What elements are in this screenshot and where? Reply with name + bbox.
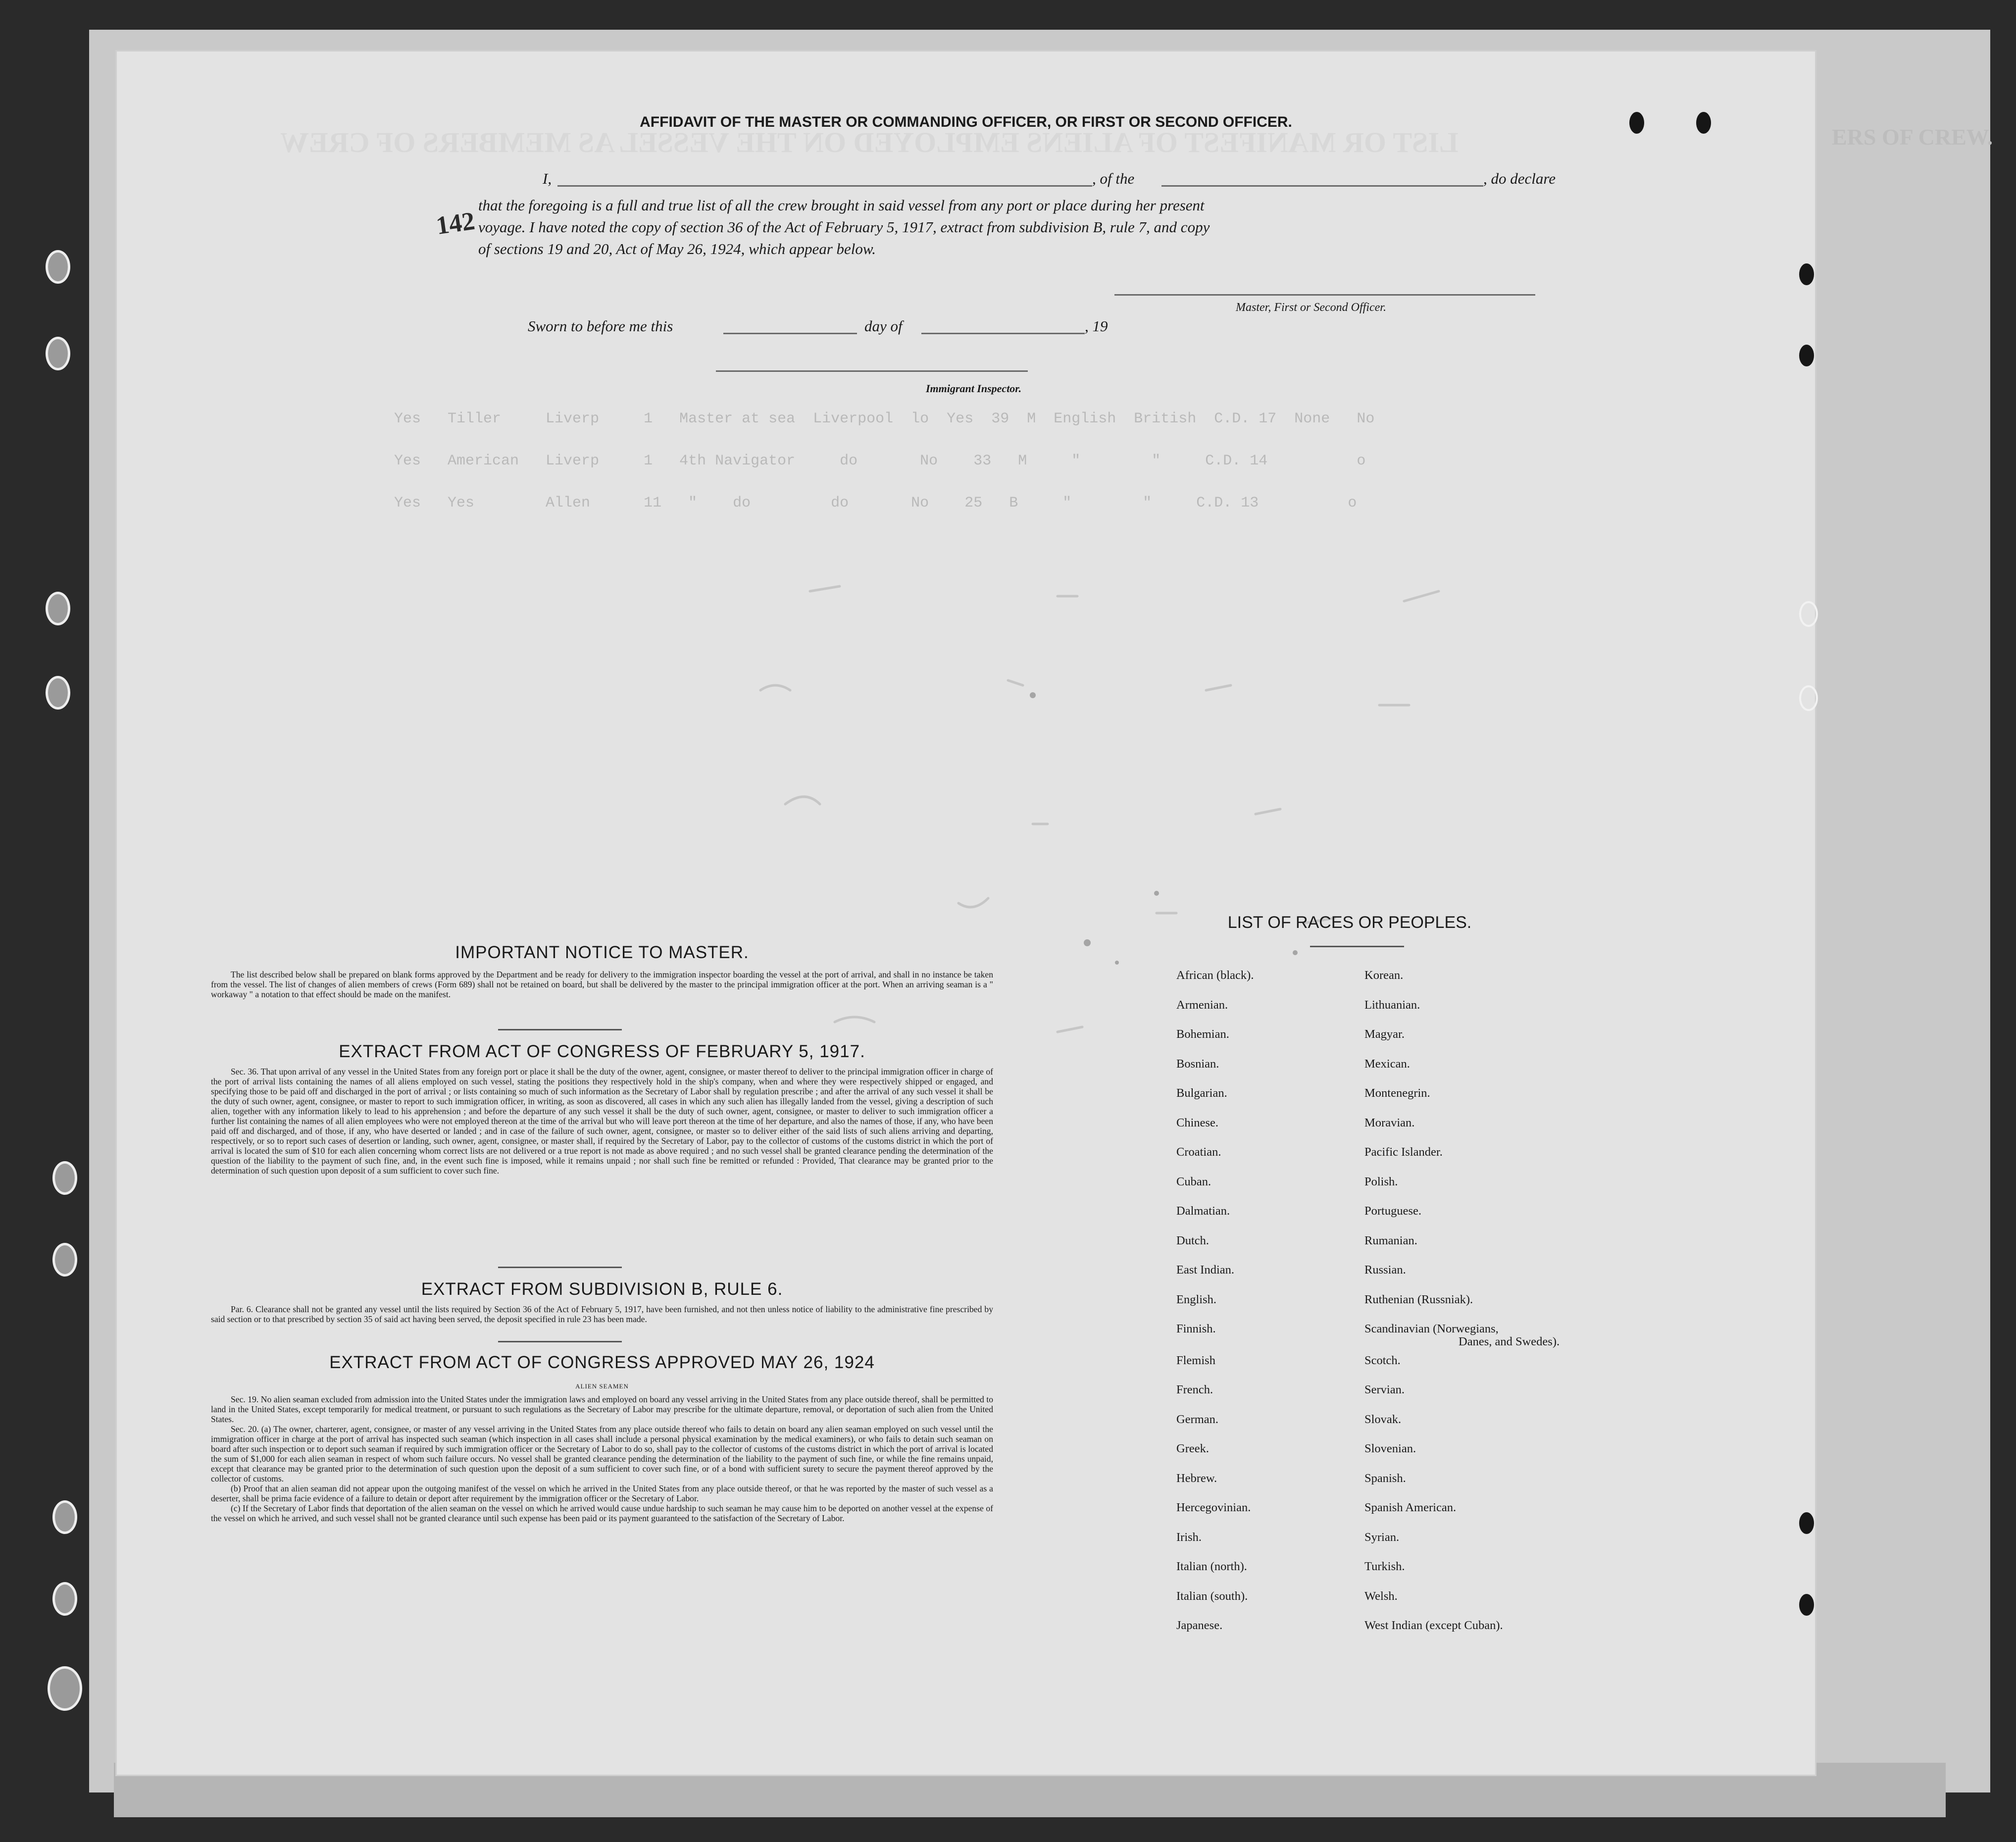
year-label: , 19	[1085, 317, 1108, 335]
races-title: LIST OF RACES OR PEOPLES.	[1227, 913, 1472, 932]
race-item: Pacific Islander.	[1364, 1145, 1443, 1159]
race-item: Irish.	[1176, 1530, 1202, 1544]
race-item: Spanish American.	[1364, 1501, 1457, 1514]
race-item: Polish.	[1364, 1175, 1398, 1188]
races-divider	[1310, 946, 1404, 947]
binder-hole	[52, 1243, 77, 1277]
binder-hole	[46, 676, 70, 710]
race-item: Armenian.	[1176, 998, 1228, 1012]
punch-hole	[1799, 601, 1818, 627]
binder-hole	[46, 337, 70, 370]
extract-1917-body: Sec. 36. That upon arrival of any vessel in the United States from any foreign port or place it shall be the duty of the owner, agent, consignee, or master thereof to deliver to the principal immigration officer in charge of the port of arrival lists containing the names of all aliens employed on such vessel, stating the positions they respectively hold in the ship's company, when and where they were respectively shipped or engaged, and specifying those to be paid off and discharged in the port of arrival ; or lists containing so much of such information as the Secretary of Labor shall by regulation prescribe ; and after the arrival of any such vessel it shall be the duty of such owner, agent, consignee, or master to report to such immigration officer, in writing, as soon as discovered, all cases in which any such alien has illegally landed from the vessel, giving a description of such alien, together with any information likely to lead to his apprehension ; and before the departure of any such vessel it shall be the duty of such owner, agent, consignee, or master to deliver to such immigration officer a further list containing the names of all alien employees who were not employed thereon at the time of the arrival but who will leave port thereon at the time of her departure, and also the names of those, if any, who have been paid off and discharged, and of those, if any, who have deserted or landed ; and in case of the failure of such owner, agent, consignee, or master so to deliver either of the said lists of such aliens arriving and departing, respectively, or so to report such cases of desertion or landing, such owner, agent, consignee, or master shall, if required by the Secretary of Labor, pay to the collector of customs of the customs district in which the port of arrival is located the sum of $10 for each alien concerning whom correct lists are not delivered or a true report is not made as above required ; and no such vessel shall be granted clearance pending the determination of the question of the liability to the payment of such fine, and, in the event such fine is imposed, while it remains unpaid ; nor shall such fine be remitted or refunded : Provided, That clearance may be granted prior to the determination of such question upon deposit of a sum sufficient to cover such fine.	[211, 1067, 993, 1176]
race-item: Cuban.	[1176, 1175, 1211, 1188]
day-of-label: day of	[864, 317, 903, 335]
notice-title: IMPORTANT NOTICE TO MASTER.	[455, 943, 749, 962]
master-signature-line[interactable]	[1114, 294, 1535, 296]
race-item: Bulgarian.	[1176, 1086, 1227, 1100]
declaration-line: voyage. I have noted the copy of section 36 of the Act of February 5, 1917, extract from subdivision B, rule 7, and copy	[478, 218, 1210, 236]
affidavit-heading: AFFIDAVIT OF THE MASTER OR COMMANDING OFFICER, OR FIRST OR SECOND OFFICER.	[640, 114, 1292, 130]
declarant-name-line[interactable]	[557, 185, 1092, 187]
race-item: Croatian.	[1176, 1145, 1221, 1159]
race-item: Hercegovinian.	[1176, 1501, 1251, 1514]
extract-1917-title: EXTRACT FROM ACT OF CONGRESS OF FEBRUARY 5, 1917.	[339, 1042, 865, 1061]
bleed-through-row: Yes American Liverp 1 4th Navigator do No 33 M " " C.D. 14 o	[394, 453, 1366, 469]
bleed-through-row: Yes Yes Allen 11 " do do No 25 B " " C.D. 13 o	[394, 495, 1357, 512]
extract-1924-body	[211, 1394, 993, 1523]
race-item: Italian (north).	[1176, 1560, 1247, 1573]
section-divider	[498, 1267, 622, 1268]
race-item: Portuguese.	[1364, 1204, 1421, 1218]
race-item: Italian (south).	[1176, 1589, 1248, 1603]
sec-20a-paragraph: Sec. 20. (a) The owner, charterer, agent, consignee, or master of any vessel arriving in the United States from any place outside thereof who fails to detain on board any alien seaman employed on such vessel until the immigration officer in charge at the port of arrival has inspected such seaman (which inspection in all cases shall include a personal physical examination by the medical examiners), or who fails to detain such seaman on board after such inspection or to deport such seaman if required by such immigration officer or the Secretary of Labor to do so, shall pay to the collector of customs of the customs district in which the port of arrival is located the sum of $1,000 for each alien seaman in respect of whom such failure occurs. No vessel shall be granted clearance pending the determination of the liability to the payment of such fine, or while the fine remains unpaid, except that clearance may be granted prior to the determination of such question upon the deposit of a sum sufficient to cover such fine, or of a bond with sufficient surety to secure the payment thereof approved by the collector of customs.	[211, 1424, 993, 1484]
race-item: Japanese.	[1176, 1619, 1223, 1632]
binder-hole	[52, 1582, 77, 1616]
inspector-signature-line[interactable]	[716, 370, 1028, 372]
handwritten-number: 142	[434, 206, 477, 241]
race-item: Scandinavian (Norwegians,	[1364, 1322, 1499, 1335]
race-item: Dutch.	[1176, 1233, 1209, 1247]
race-item: Bohemian.	[1176, 1027, 1229, 1041]
race-item: English.	[1176, 1292, 1216, 1306]
race-item: French.	[1176, 1383, 1213, 1396]
rule-6-title: EXTRACT FROM SUBDIVISION B, RULE 6.	[421, 1279, 783, 1299]
race-item: Welsh.	[1364, 1589, 1398, 1603]
race-item: Spanish.	[1364, 1471, 1406, 1485]
bleed-through-header: LIST OR MANIFEST OF ALIENS EMPLOYED ON THE VESSEL AS MEMBERS OF CREW	[280, 126, 1459, 158]
punch-hole	[1799, 345, 1814, 366]
race-item: Rumanian.	[1364, 1233, 1417, 1247]
declaration-line: that the foregoing is a full and true list of all the crew brought in said vessel from any port or place during her present	[478, 197, 1205, 214]
punch-hole	[1799, 685, 1818, 711]
binder-hole	[46, 592, 70, 625]
race-item: German.	[1176, 1412, 1219, 1426]
rule-6-body: Par. 6. Clearance shall not be granted any vessel until the lists required by Section 36 of the Act of February 5, 1917, have been furnished, and not then unless notice of liability to the administrative fine prescribed by said section or to that prescribed by section 35 of said act having been served, the deposit specified in rule 23 has been made.	[211, 1304, 993, 1324]
vessel-name-line[interactable]	[1161, 185, 1483, 187]
race-item: Finnish.	[1176, 1322, 1216, 1335]
race-item: Korean.	[1364, 969, 1404, 982]
race-item: Flemish	[1176, 1353, 1215, 1367]
punch-hole	[1799, 263, 1814, 285]
section-divider	[498, 1341, 622, 1342]
race-item: African (black).	[1176, 969, 1254, 982]
race-item: West Indian (except Cuban).	[1364, 1619, 1503, 1632]
race-item: East Indian.	[1176, 1263, 1235, 1277]
back-sheet-fragment: ERS OF CREW.	[1832, 124, 1993, 150]
sec-20c-paragraph: (c) If the Secretary of Labor finds that deportation of the alien seaman on the vessel on which he arrived would cause undue hardship to such seaman he may cause him to be deported on another vessel at the expense of the vessel on which he arrived, and such vessel shall not be granted clearance until such expense has been paid or its payment guaranteed to the satisfaction of the Secretary of Labor.	[211, 1503, 993, 1523]
sworn-month-line[interactable]	[921, 333, 1085, 334]
race-item: Slovak.	[1364, 1412, 1402, 1426]
race-item: Slovenian.	[1364, 1442, 1416, 1455]
master-signature-label: Master, First or Second Officer.	[1236, 301, 1386, 314]
punch-hole	[1799, 1512, 1814, 1534]
race-item: Servian.	[1364, 1383, 1405, 1396]
sworn-day-line[interactable]	[723, 333, 857, 334]
section-divider	[498, 1029, 622, 1030]
race-item: Chinese.	[1176, 1116, 1219, 1129]
race-item: Ruthenian (Russniak).	[1364, 1292, 1473, 1306]
sworn-label: Sworn to before me this	[528, 317, 673, 335]
race-item: Greek.	[1176, 1442, 1209, 1455]
race-item: Syrian.	[1364, 1530, 1400, 1544]
sec-19-paragraph: Sec. 19. No alien seaman excluded from admission into the United States under the immigration laws and employed on board any vessel arriving in the United States from any place outside thereof, shall be permitted to land in the United States, except temporarily for medical treatment, or pursuant to such regulations as the Secretary of Labor may prescribe for the ultimate departure, removal, or deportation of such alien from the United States.	[211, 1394, 993, 1424]
binder-hole	[46, 250, 70, 284]
notice-body: The list described below shall be prepared on blank forms approved by the Department and be ready for delivery to the immigration inspector boarding the vessel at the port of arrival, and shall in no instance be taken from the vessel. The list of changes of alien members of crews (Form 689) shall not be retained on board, but shall be delivered by the master to the principal immigration officer at the port. When an arriving seaman is a " workaway " a notation to that effect should be made on the manifest.	[211, 970, 993, 999]
race-item: Turkish.	[1364, 1560, 1405, 1573]
affidavit-page	[117, 51, 1815, 1775]
race-item: Dalmatian.	[1176, 1204, 1230, 1218]
race-item: Montenegrin.	[1364, 1086, 1430, 1100]
binder-hole	[52, 1161, 77, 1195]
do-declare-label: , do declare	[1483, 170, 1556, 187]
bleed-through-row: Yes Tiller Liverp 1 Master at sea Liverpool lo Yes 39 M English British C.D. 17 None No	[394, 410, 1375, 427]
race-item: Scotch.	[1364, 1353, 1401, 1367]
extract-1924-subtitle: ALIEN SEAMEN	[575, 1382, 629, 1390]
punch-hole	[1799, 1594, 1814, 1616]
extract-1924-title: EXTRACT FROM ACT OF CONGRESS APPROVED MAY 26, 1924	[329, 1353, 875, 1372]
race-item: Bosnian.	[1176, 1057, 1219, 1071]
race-item: Mexican.	[1364, 1057, 1410, 1071]
race-item: Russian.	[1364, 1263, 1406, 1277]
race-item-continuation: Danes, and Swedes).	[1459, 1335, 1560, 1348]
race-item: Lithuanian.	[1364, 998, 1420, 1012]
race-item: Hebrew.	[1176, 1471, 1217, 1485]
race-item: Moravian.	[1364, 1116, 1415, 1129]
binder-hole	[52, 1500, 77, 1534]
of-the-label: , of the	[1092, 170, 1135, 187]
declarant-label: I,	[543, 170, 552, 187]
declaration-line: of sections 19 and 20, Act of May 26, 1924, which appear below.	[478, 240, 876, 257]
race-item: Magyar.	[1364, 1027, 1405, 1041]
inspector-label: Immigrant Inspector.	[926, 382, 1022, 395]
sec-20b-paragraph: (b) Proof that an alien seaman did not appear upon the outgoing manifest of the vessel on which he arrived in the United States from any place outside thereof, or that he was reported by the master of such vessel as a deserter, shall be prima facie evidence of a failure to detain or deport after requirement by the immigration officer or the Secretary of Labor.	[211, 1484, 993, 1503]
binder-hole	[48, 1666, 82, 1711]
